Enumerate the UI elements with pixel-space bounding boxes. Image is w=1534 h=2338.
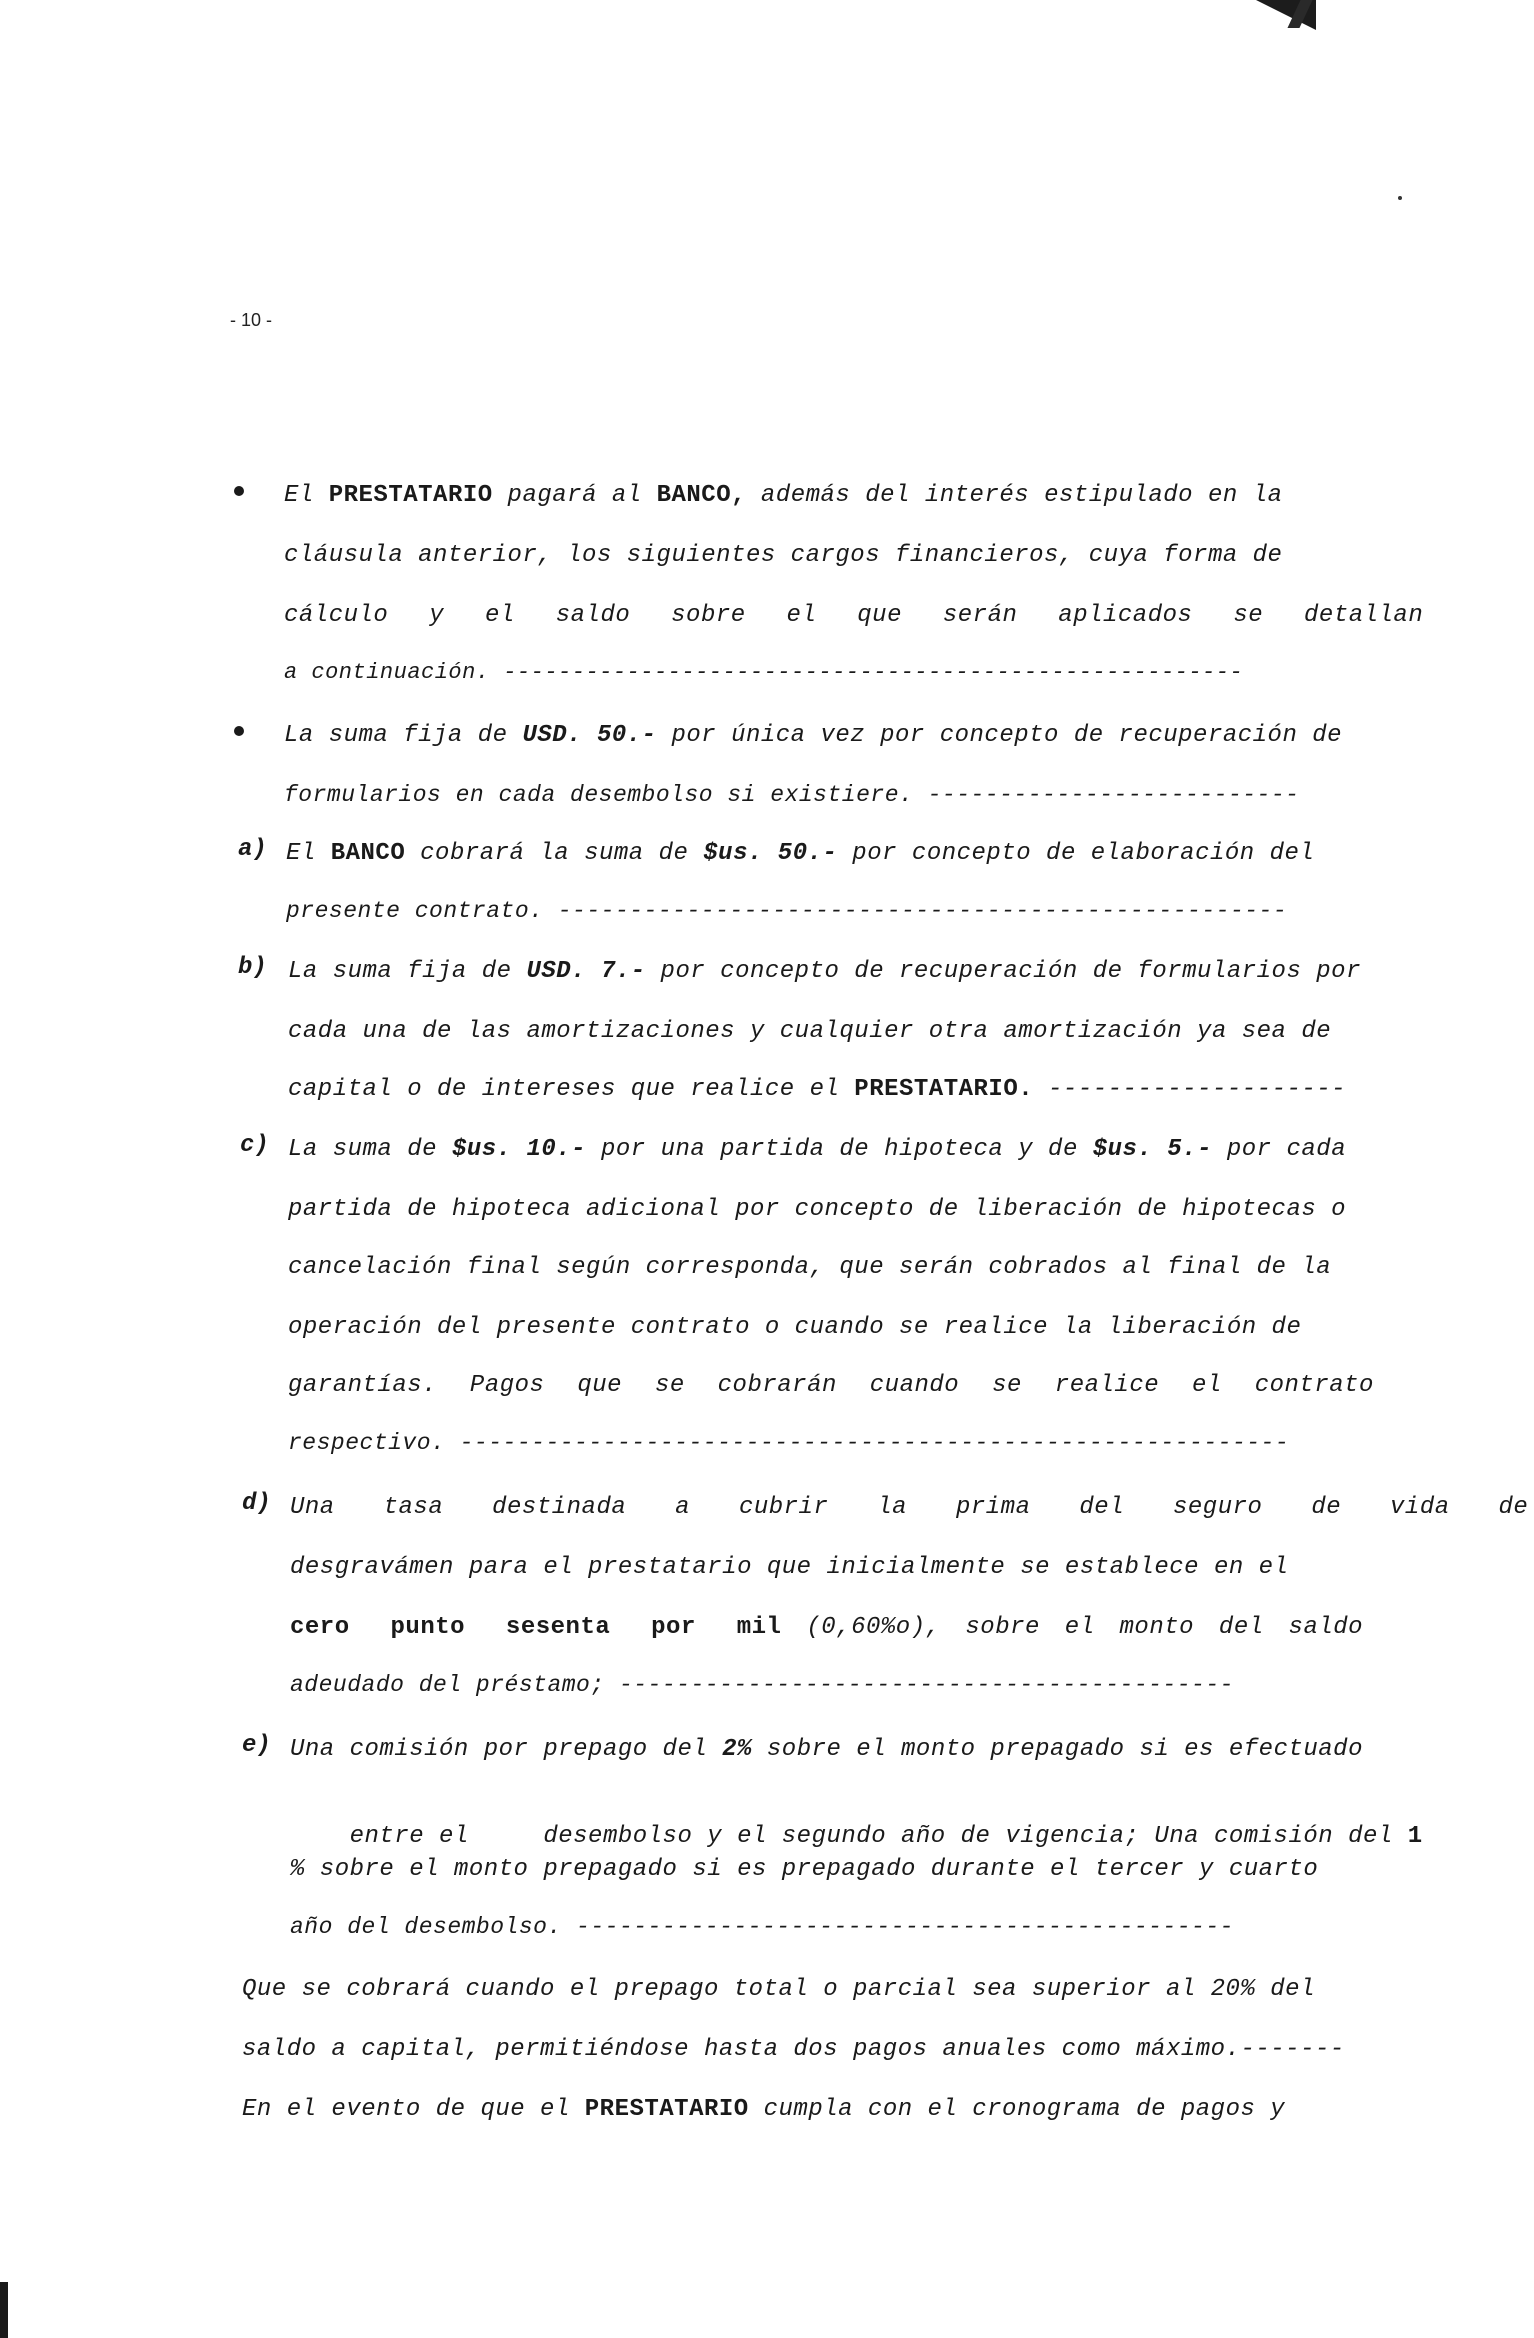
item-c-line4: operación del presente contrato o cuando se realice la liberación de <box>288 1314 1302 1341</box>
item-e-line1: Una comisión por prepago del 2% sobre el monto prepagado si es efectuado <box>290 1736 1363 1763</box>
bullet2-line1: La suma fija de USD. 50.- por única vez por concepto de recuperación de <box>284 722 1343 749</box>
item-e-line2: entre el desembolso y el segundo año de vigencia; Una comisión del 1 <box>349 1823 1423 1850</box>
item-c-line6: respectivo. ---------------------------------------------------------- <box>288 1430 1290 1456</box>
bullet-point <box>234 486 244 496</box>
item-b-line3: capital o de intereses que realice el PRESTATARIO. -------------------- <box>288 1076 1347 1103</box>
item-e-line4: año del desembolso. ---------------------------------------------- <box>290 1914 1234 1940</box>
item-marker-d: d) <box>242 1490 271 1517</box>
scan-edge-artifact <box>0 2282 8 2338</box>
item-b-line1: La suma fija de USD. 7.- por concepto de recuperación de formularios por <box>288 958 1361 985</box>
item-d-line4: adeudado del préstamo; ------------------------------------------- <box>290 1672 1234 1698</box>
bullet1-line2: cláusula anterior, los siguientes cargos financieros, cuya forma de <box>284 542 1283 569</box>
item-d-line1: Una tasa destinada a cubrir la prima del seguro de vida de <box>290 1494 1529 1521</box>
bullet1-line4: a continuación. ------------------------------------------------------ <box>284 660 1244 685</box>
item-marker-a: a) <box>238 836 267 863</box>
item-d-line3: cero punto sesenta por mil (0,60%o), sobre el monto del saldo <box>290 1614 1364 1641</box>
item-d-line2: desgravámen para el prestatario que inicialmente se establece en el <box>290 1554 1289 1581</box>
item-a-line2: presente contrato. --------------------------------------------------- <box>286 898 1288 924</box>
item-c-line2: partida de hipoteca adicional por concepto de liberación de hipotecas o <box>288 1196 1347 1223</box>
item-marker-c: c) <box>240 1132 269 1159</box>
bullet2-line2: formularios en cada desembolso si existiere. -------------------------- <box>284 782 1300 808</box>
item-marker-b: b) <box>238 954 267 981</box>
bullet1-line3: cálculo y el saldo sobre el que serán aplicados se detallan <box>284 602 1424 629</box>
item-c-line1: La suma de $us. 10.- por una partida de hipoteca y de $us. 5.- por cada <box>288 1136 1347 1163</box>
item-c-line5: garantías. Pagos que se cobrarán cuando se realice el contrato <box>288 1372 1374 1399</box>
closing-line3: En el evento de que el PRESTATARIO cumpla con el cronograma de pagos y <box>242 2096 1286 2123</box>
bullet1-line1: El PRESTATARIO pagará al BANCO, además del interés estipulado en la <box>284 482 1283 509</box>
item-marker-e: e) <box>242 1732 271 1759</box>
item-a-line1: El BANCO cobrará la suma de $us. 50.- por concepto de elaboración del <box>286 840 1315 867</box>
scan-speck <box>1398 196 1402 200</box>
item-e-line3: % sobre el monto prepagado si es prepagado durante el tercer y cuarto <box>290 1856 1319 1883</box>
item-c-line3: cancelación final según corresponda, que serán cobrados al final de la <box>288 1254 1332 1281</box>
item-b-line2: cada una de las amortizaciones y cualquier otra amortización ya sea de <box>288 1018 1332 1045</box>
bullet-point <box>234 726 244 736</box>
closing-line1: Que se cobrará cuando el prepago total o parcial sea superior al 20% del <box>242 1976 1315 2003</box>
closing-line2: saldo a capital, permitiéndose hasta dos pagos anuales como máximo.------- <box>242 2036 1345 2063</box>
page-number: - 10 - <box>230 310 273 330</box>
